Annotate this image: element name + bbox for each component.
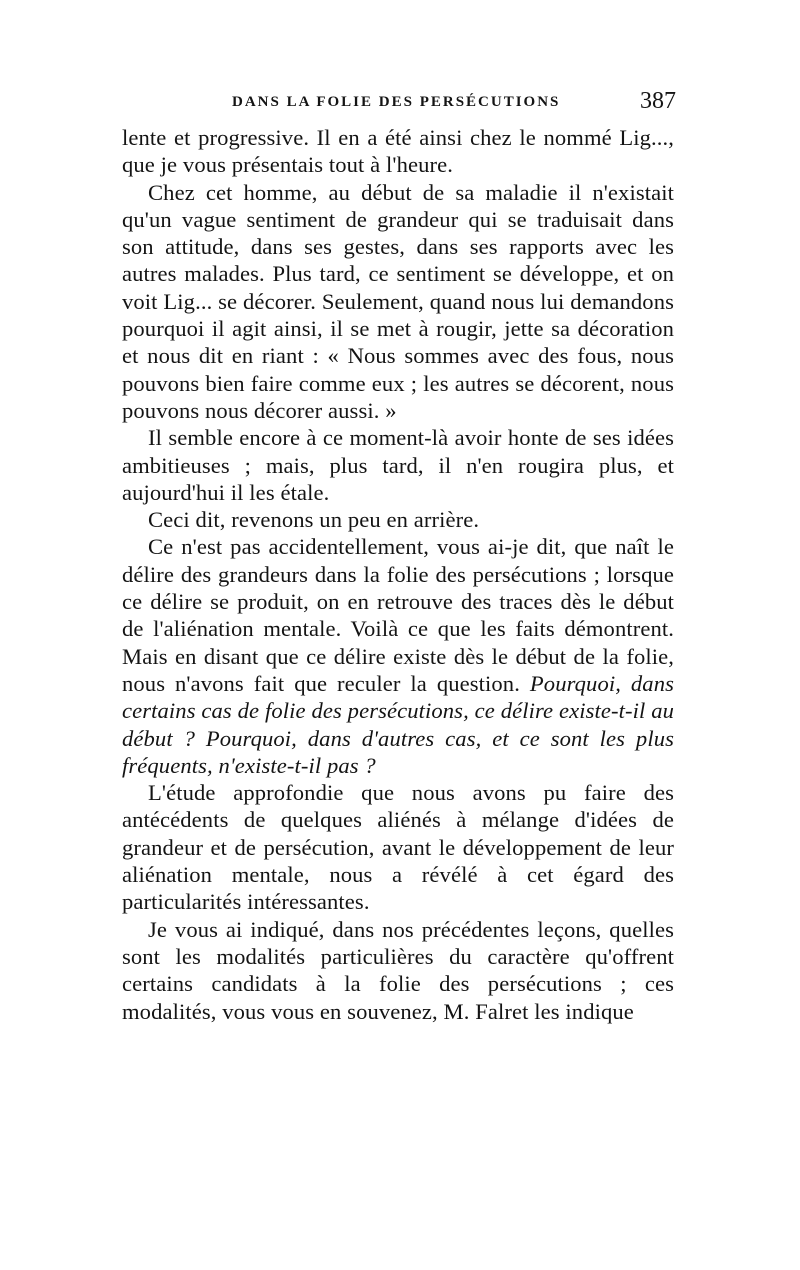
paragraph-6-text: L'étude approfondie que nous avons pu faire des antécédents de quelques aliénés à mélange d'idées de grandeur et de persécution, avant le développement de leur aliénation mentale, nous a révélé à cet égard des particularités intéressantes.: [122, 780, 674, 915]
paragraph-5: [122, 533, 674, 779]
paragraph-5-text: Ce n'est pas accidentellement, vous ai-je dit, que naît le délire des grandeurs dans la folie des persécutions ; lorsque ce délire se produit, on en retrouve des traces dès le début de l'aliénation mentale. Voilà ce que les faits démontrent. Mais en disant que ce délire existe dès le début de la folie, nous n'avons fait que reculer la question.: [122, 534, 674, 696]
running-header: [122, 88, 674, 124]
page-number: 387: [640, 88, 676, 114]
paragraph-3-text: Il semble encore à ce moment-là avoir honte de ses idées ambitieuses ; mais, plus tard, il n'en rougira plus, et aujourd'hui il les étale.: [122, 425, 674, 505]
paragraph-3: [122, 424, 674, 506]
paragraph-4: [122, 506, 674, 533]
book-page: [122, 88, 674, 1025]
paragraph-1: [122, 124, 674, 179]
paragraph-7-text: Je vous ai indiqué, dans nos précédentes leçons, quelles sont les modalités particulières du caractère qu'offrent certains candidats à la folie des persécutions ; ces modalités, vous vous en souvenez, M. Falret les indique: [122, 916, 674, 1024]
paragraph-2-text: Chez cet homme, au début de sa maladie il n'existait qu'un vague sentiment de grandeur qui se traduisait dans son attitude, dans ses gestes, dans ses rapports avec les autres malades. Plus tard, ce sentiment se développe, et on voit Lig... se décorer. Seulement, quand nous lui demandons pourquoi il agit ainsi, il se met à rougir, jette sa décoration et nous dit en riant : « Nous sommes avec des fous, nous pouvons bien faire comme eux ; les autres se décorent, nous pouvons nous décorer aussi. »: [122, 179, 674, 423]
paragraph-4-text: Ceci dit, revenons un peu en arrière.: [148, 507, 480, 533]
paragraph-1-text: lente et progressive. Il en a été ainsi chez le nommé Lig..., que je vous présentais tout à l'heure.: [122, 125, 674, 178]
body-text: [122, 124, 674, 1025]
paragraph-7: [122, 916, 674, 1025]
paragraph-6: [122, 779, 674, 915]
running-title: DANS LA FOLIE DES PERSÉCUTIONS: [232, 94, 561, 110]
paragraph-5-italic-question: Pourquoi, dans certains cas de folie des persécutions, ce délire existe-t-il au début ? Pourquoi, dans d'autres cas, et ce sont les plus fréquents, n'existe-t-il pas ?: [122, 670, 674, 778]
paragraph-2: [122, 179, 674, 425]
